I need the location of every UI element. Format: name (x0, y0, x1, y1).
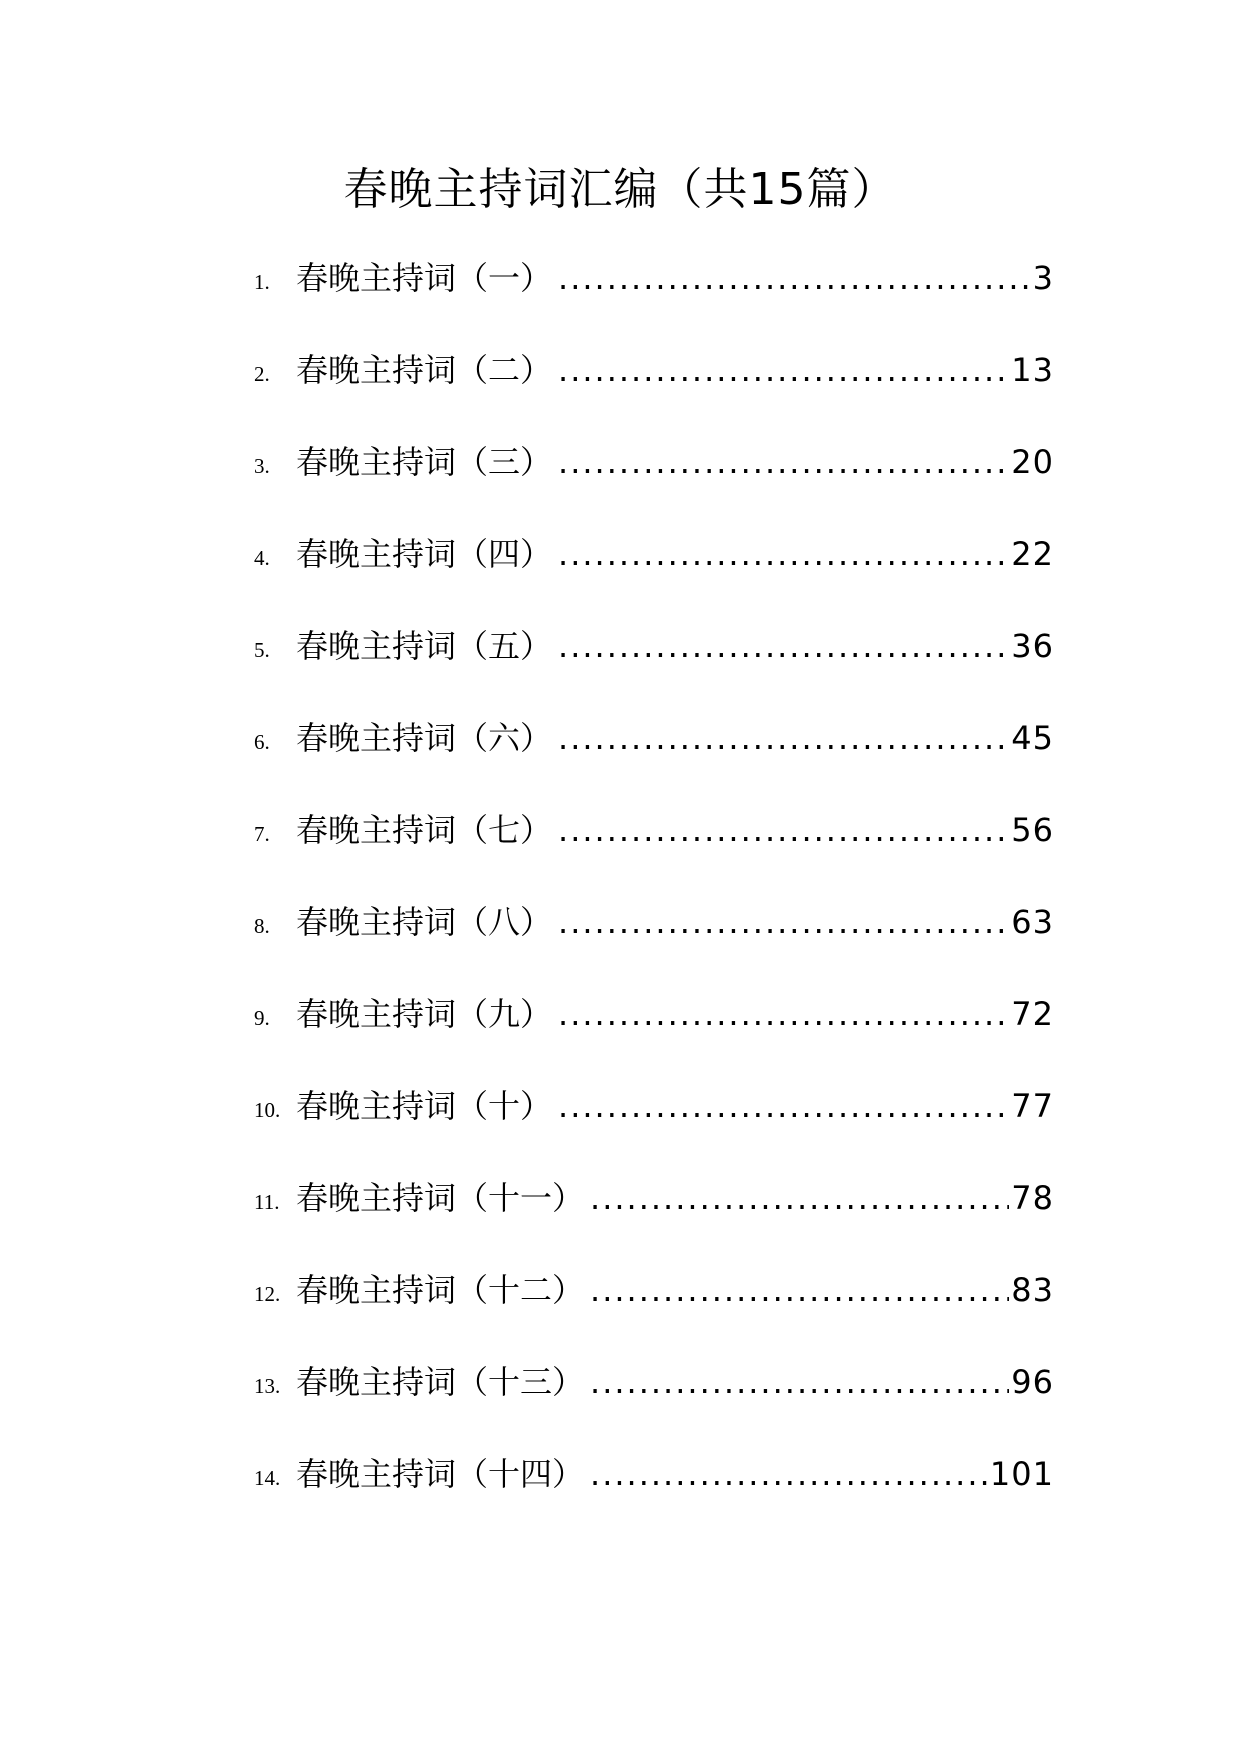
toc-entry[interactable] (254, 1270, 1054, 1362)
toc-entry-page-number[interactable]: 96 (1011, 1363, 1054, 1401)
toc-dot-leader (558, 350, 1009, 390)
toc-dot-leader (558, 994, 1009, 1034)
table-of-contents (254, 258, 1054, 1546)
toc-entry[interactable] (254, 626, 1054, 718)
toc-entry-title[interactable]: 春晚主持词（一） (296, 259, 553, 297)
toc-dot-leader (590, 1454, 988, 1494)
toc-entry-title[interactable]: 春晚主持词（九） (296, 995, 553, 1033)
toc-entry-page-number[interactable]: 20 (1011, 443, 1054, 481)
toc-entry-page-number[interactable]: 83 (1011, 1271, 1054, 1309)
toc-entry-title[interactable]: 春晚主持词（十二） (296, 1271, 585, 1309)
toc-dot-leader (590, 1270, 1009, 1310)
toc-entry-title[interactable]: 春晚主持词（七） (296, 811, 553, 849)
toc-entry-title[interactable]: 春晚主持词（四） (296, 535, 553, 573)
toc-entry[interactable] (254, 442, 1054, 534)
toc-dot-leader (590, 1362, 1009, 1402)
toc-entry-number: 2. (254, 362, 270, 386)
toc-entry-page-number[interactable]: 101 (989, 1455, 1054, 1493)
toc-entry-title[interactable]: 春晚主持词（五） (296, 627, 553, 665)
toc-dot-leader (590, 1178, 1009, 1218)
toc-entry-page-number[interactable]: 77 (1011, 1087, 1054, 1125)
toc-entry[interactable] (254, 350, 1054, 442)
toc-dot-leader (558, 810, 1009, 850)
toc-entry-number: 11. (254, 1190, 280, 1214)
toc-entry-page-number[interactable]: 72 (1011, 995, 1054, 1033)
toc-dot-leader (558, 442, 1009, 482)
toc-dot-leader (558, 718, 1009, 758)
toc-entry-title[interactable]: 春晚主持词（十四） (296, 1455, 585, 1493)
toc-entry-title[interactable]: 春晚主持词（十） (296, 1087, 553, 1125)
toc-dot-leader (558, 902, 1009, 942)
toc-entry[interactable] (254, 902, 1054, 994)
toc-entry-title[interactable]: 春晚主持词（十三） (296, 1363, 585, 1401)
toc-entry-number: 13. (254, 1374, 281, 1398)
toc-entry-number: 10. (254, 1098, 281, 1122)
toc-entry-number: 1. (254, 270, 270, 294)
toc-entry-title[interactable]: 春晚主持词（八） (296, 903, 553, 941)
toc-dot-leader (558, 1086, 1009, 1126)
toc-entry-number: 9. (254, 1006, 270, 1030)
toc-entry-number: 6. (254, 730, 270, 754)
toc-entry[interactable] (254, 718, 1054, 810)
toc-entry[interactable] (254, 1454, 1054, 1546)
toc-entry-page-number[interactable]: 56 (1011, 811, 1054, 849)
toc-dot-leader (558, 534, 1009, 574)
toc-entry-title[interactable]: 春晚主持词（十一） (296, 1179, 585, 1217)
toc-dot-leader (558, 626, 1009, 666)
toc-entry[interactable] (254, 1362, 1054, 1454)
toc-entry-number: 3. (254, 454, 270, 478)
toc-entry[interactable] (254, 534, 1054, 626)
toc-entry-page-number[interactable]: 22 (1011, 535, 1054, 573)
toc-entry[interactable] (254, 1086, 1054, 1178)
toc-entry-number: 5. (254, 638, 270, 662)
toc-entry[interactable] (254, 994, 1054, 1086)
toc-entry-page-number[interactable]: 63 (1011, 903, 1054, 941)
toc-dot-leader (558, 258, 1031, 298)
toc-entry-page-number[interactable]: 45 (1011, 719, 1054, 757)
toc-entry-title[interactable]: 春晚主持词（二） (296, 351, 553, 389)
toc-entry-number: 12. (254, 1282, 281, 1306)
toc-entry-page-number[interactable]: 36 (1011, 627, 1054, 665)
toc-entry[interactable] (254, 1178, 1054, 1270)
toc-entry-number: 14. (254, 1466, 281, 1490)
toc-entry-title[interactable]: 春晚主持词（三） (296, 443, 553, 481)
toc-entry-number: 8. (254, 914, 270, 938)
toc-entry-page-number[interactable]: 78 (1011, 1179, 1054, 1217)
toc-entry-number: 7. (254, 822, 270, 846)
toc-entry-title[interactable]: 春晚主持词（六） (296, 719, 553, 757)
toc-entry-page-number[interactable]: 3 (1032, 259, 1054, 297)
toc-entry-number: 4. (254, 546, 270, 570)
toc-entry[interactable] (254, 810, 1054, 902)
toc-entry[interactable] (254, 258, 1054, 350)
document-title: 春晚主持词汇编（共15篇） (343, 164, 897, 215)
toc-entry-page-number[interactable]: 13 (1011, 351, 1054, 389)
